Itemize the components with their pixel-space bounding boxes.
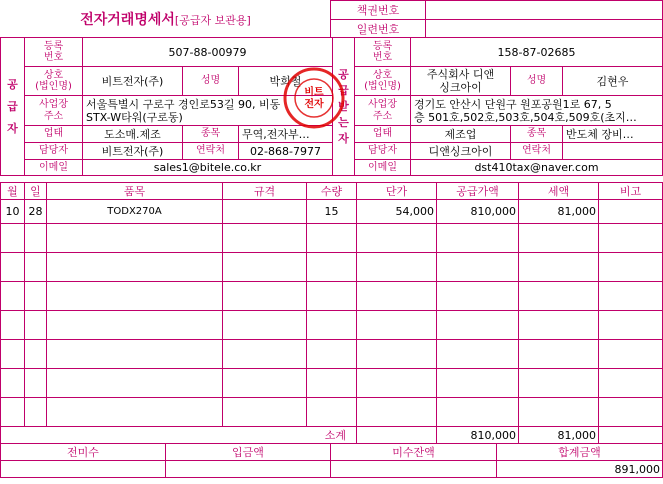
supplier-manager: 비트전자(주) <box>83 143 183 160</box>
supplier-manager-label: 담당자 <box>25 143 83 160</box>
subtotal-label: 소계 <box>1 427 357 444</box>
buyer-reg-no-label: 등록 번호 <box>355 38 411 67</box>
total-value: 891,000 <box>497 461 663 478</box>
supplier-address-label: 사업장 주소 <box>25 96 83 126</box>
supplier-address-line1: 서울특별시 구로구 경인로53길 90, 비동 <box>86 97 281 111</box>
col-qty: 수량 <box>307 183 357 200</box>
supplier-reg-no: 507-88-00979 <box>83 38 333 67</box>
svg-text:전자: 전자 <box>304 99 324 110</box>
table-row <box>1 398 663 427</box>
col-spec: 규격 <box>223 183 307 200</box>
supplier-reg-no-label: 등록 번호 <box>25 38 83 67</box>
col-unit-price: 단가 <box>357 183 437 200</box>
subtotal-tax: 81,000 <box>519 427 599 444</box>
table-row <box>1 369 663 398</box>
deposit-label: 입금액 <box>166 444 331 461</box>
prev-unpaid-value <box>1 461 166 478</box>
book-no-label: 책권번호 <box>331 1 426 20</box>
col-note: 비고 <box>599 183 663 200</box>
row-tax: 81,000 <box>519 200 599 224</box>
buyer-company-label: 상호 (법인명) <box>355 67 411 96</box>
unpaid-balance-label: 미수잔액 <box>331 444 497 461</box>
supplier-contact: 02-868-7977 <box>239 143 333 160</box>
header-table <box>0 0 663 38</box>
supplier-contact-label: 연락처 <box>183 143 239 160</box>
buyer-rep: 김현우 <box>563 67 663 96</box>
col-tax: 세액 <box>519 183 599 200</box>
col-item: 품목 <box>47 183 223 200</box>
buyer-address <box>411 96 663 126</box>
col-day: 일 <box>25 183 47 200</box>
supplier-biz-type: 도소매.제조 <box>83 126 183 143</box>
buyer-company-line2: 싱크아이 <box>439 81 482 94</box>
row-note <box>599 200 663 224</box>
buyer-biz-type: 제조업 <box>411 126 511 143</box>
supplier-rep-label: 성명 <box>183 67 239 96</box>
subtotal-row <box>1 427 663 444</box>
supplier-email: sales1@bitele.co.kr <box>83 160 333 176</box>
supplier-biz-item-label: 종목 <box>183 126 239 143</box>
book-no-value <box>426 1 663 20</box>
supplier-rep: 박희철 <box>239 67 333 96</box>
buyer-contact <box>563 143 663 160</box>
supplier-address-line2: STX-W타워(구로동) <box>86 110 183 124</box>
supplier-email-label: 이메일 <box>25 160 83 176</box>
supplier-company-label: 상호 (법인명) <box>25 67 83 96</box>
subtotal-supply: 810,000 <box>437 427 519 444</box>
buyer-address-line1: 경기도 안산시 단원구 원포공원1로 67, 5 <box>414 97 612 111</box>
row-day: 28 <box>25 200 47 224</box>
row-spec <box>223 200 307 224</box>
items-table <box>0 182 663 444</box>
buyer-biz-type-label: 업태 <box>355 126 411 143</box>
subtitle-text: [공급자 보관용] <box>174 14 251 27</box>
serial-no-label: 일련번호 <box>331 20 426 38</box>
supplier-biz-item: 무역,전자부… <box>239 126 333 143</box>
buyer-biz-item: 반도체 장비… <box>563 126 663 143</box>
table-row <box>1 253 663 282</box>
row-month: 10 <box>1 200 25 224</box>
buyer-address-line2: 층 501호,502호,503호,504호,509호(초지… <box>414 110 637 124</box>
buyer-manager: 디앤싱크아이 <box>411 143 511 160</box>
table-row <box>1 311 663 340</box>
row-item: TODX270A <box>47 200 223 224</box>
serial-no-value <box>426 20 663 38</box>
col-month: 월 <box>1 183 25 200</box>
prev-unpaid-label: 전미수 <box>1 444 166 461</box>
buyer-biz-item-label: 종목 <box>511 126 563 143</box>
supplier-side-label: 공 급 자 <box>1 38 25 176</box>
table-row <box>1 340 663 369</box>
row-unit-price: 54,000 <box>357 200 437 224</box>
deposit-value <box>166 461 331 478</box>
total-label: 합계금액 <box>497 444 663 461</box>
svg-text:비트: 비트 <box>304 87 324 98</box>
table-row <box>1 200 663 224</box>
buyer-rep-label: 성명 <box>511 67 563 96</box>
buyer-address-label: 사업장 주소 <box>355 96 411 126</box>
supplier-address <box>83 96 333 126</box>
title-text: 전자거래명세서 <box>80 12 175 28</box>
buyer-reg-no: 158-87-02685 <box>411 38 663 67</box>
row-supply: 810,000 <box>437 200 519 224</box>
buyer-company <box>411 67 511 96</box>
buyer-company-line1: 주식회사 디앤 <box>426 68 495 81</box>
col-supply: 공급가액 <box>437 183 519 200</box>
party-info-table <box>0 37 663 176</box>
buyer-side-label: 공 급 받 는 자 <box>333 38 355 176</box>
document-title <box>1 1 331 38</box>
buyer-contact-label: 연락처 <box>511 143 563 160</box>
supplier-company: 비트전자(주) <box>83 67 183 96</box>
supplier-biz-type-label: 업태 <box>25 126 83 143</box>
buyer-manager-label: 담당자 <box>355 143 411 160</box>
buyer-email-label: 이메일 <box>355 160 411 176</box>
unpaid-balance-value <box>331 461 497 478</box>
table-row <box>1 282 663 311</box>
row-qty: 15 <box>307 200 357 224</box>
totals-table <box>0 443 663 478</box>
table-row <box>1 224 663 253</box>
buyer-email: dst410tax@naver.com <box>411 160 663 176</box>
